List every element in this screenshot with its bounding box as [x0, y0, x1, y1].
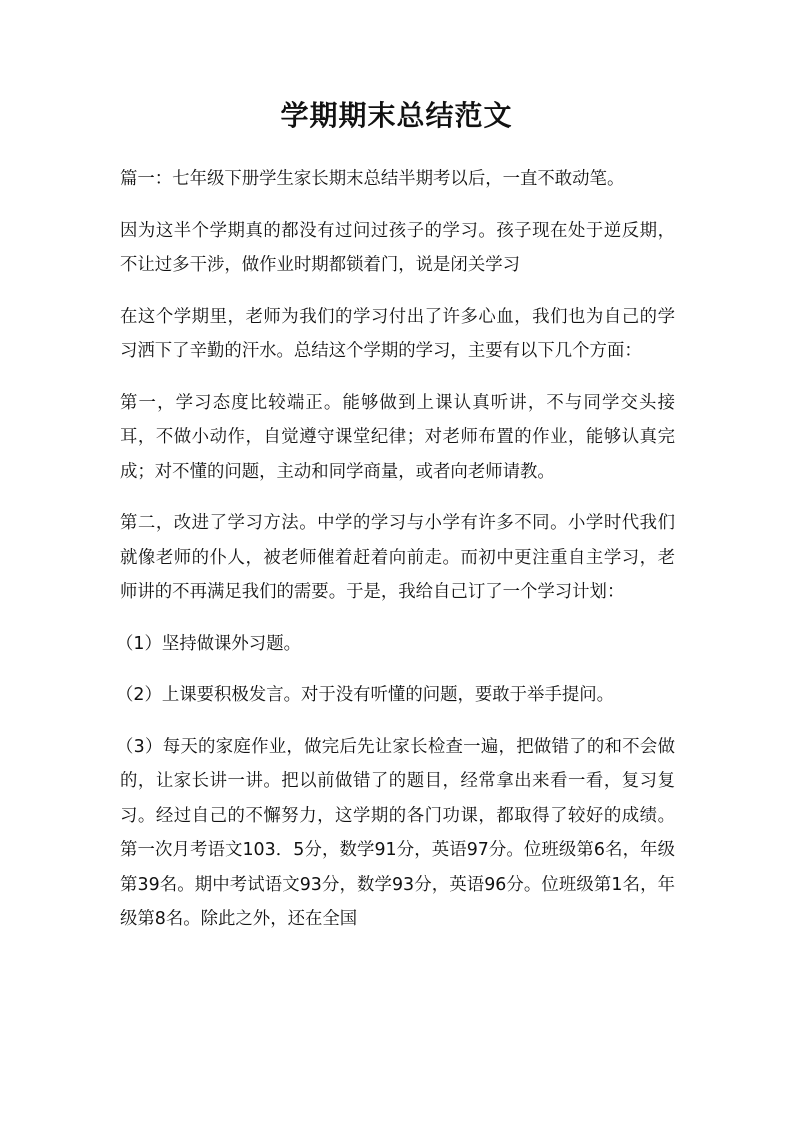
document-title: 学期期末总结范文: [280, 99, 513, 132]
paragraph-plan-item-1: （1）坚持做课外习题。: [116, 633, 301, 654]
document-body: [116, 162, 675, 954]
paragraph-point-one: 第一，学习态度比较端正。能够做到上课认真听讲，不与同学交头接耳，不做小动作，自觉遵守课堂纪律；对老师布置的作业，能够认真完成；对不懂的问题，主动和同学商量，或者向老师请教。: [120, 392, 675, 482]
paragraph-summary: 在这个学期里，老师为我们的学习付出了许多心血，我们也为自己的学习洒下了辛勤的汗水。总结这个学期的学习，主要有以下几个方面：: [120, 306, 675, 361]
paragraph-plan-item-3: （3）每天的家庭作业，做完后先让家长检查一遍，把做错了的和不会做的，让家长讲一讲。把以前做错了的题目，经常拿出来看一看，复习复习。经过自己的不懈努力，这学期的各门功课，都取得了较好的成绩。第一次月考语文103．5分，数学91分，英语97分。位班级第6名，年级第39名。期中考试语文93分，数学93分，英语96分。位班级第1名，年级第8名。除此之外，还在全国: [116, 736, 675, 929]
paragraph-plan-item-2: （2）上课要积极发言。对于没有听懂的问题，要敢于举手提问。: [116, 685, 615, 705]
paragraph-background: 因为这半个学期真的都没有过问过孩子的学习。孩子现在处于逆反期，不让过多干涉，做作业时期都锁着门，说是闭关学习: [120, 220, 675, 275]
paragraph-intro: 篇一：七年级下册学生家长期末总结半期考以后，一直不敢动笔。: [120, 169, 625, 189]
paragraph-point-two: 第二，改进了学习方法。中学的学习与小学有许多不同。小学时代我们就像老师的仆人，被老师催着赶着向前走。而初中更注重自主学习，老师讲的不再满足我们的需要。于是，我给自己订了一个学习计划：: [120, 513, 675, 602]
